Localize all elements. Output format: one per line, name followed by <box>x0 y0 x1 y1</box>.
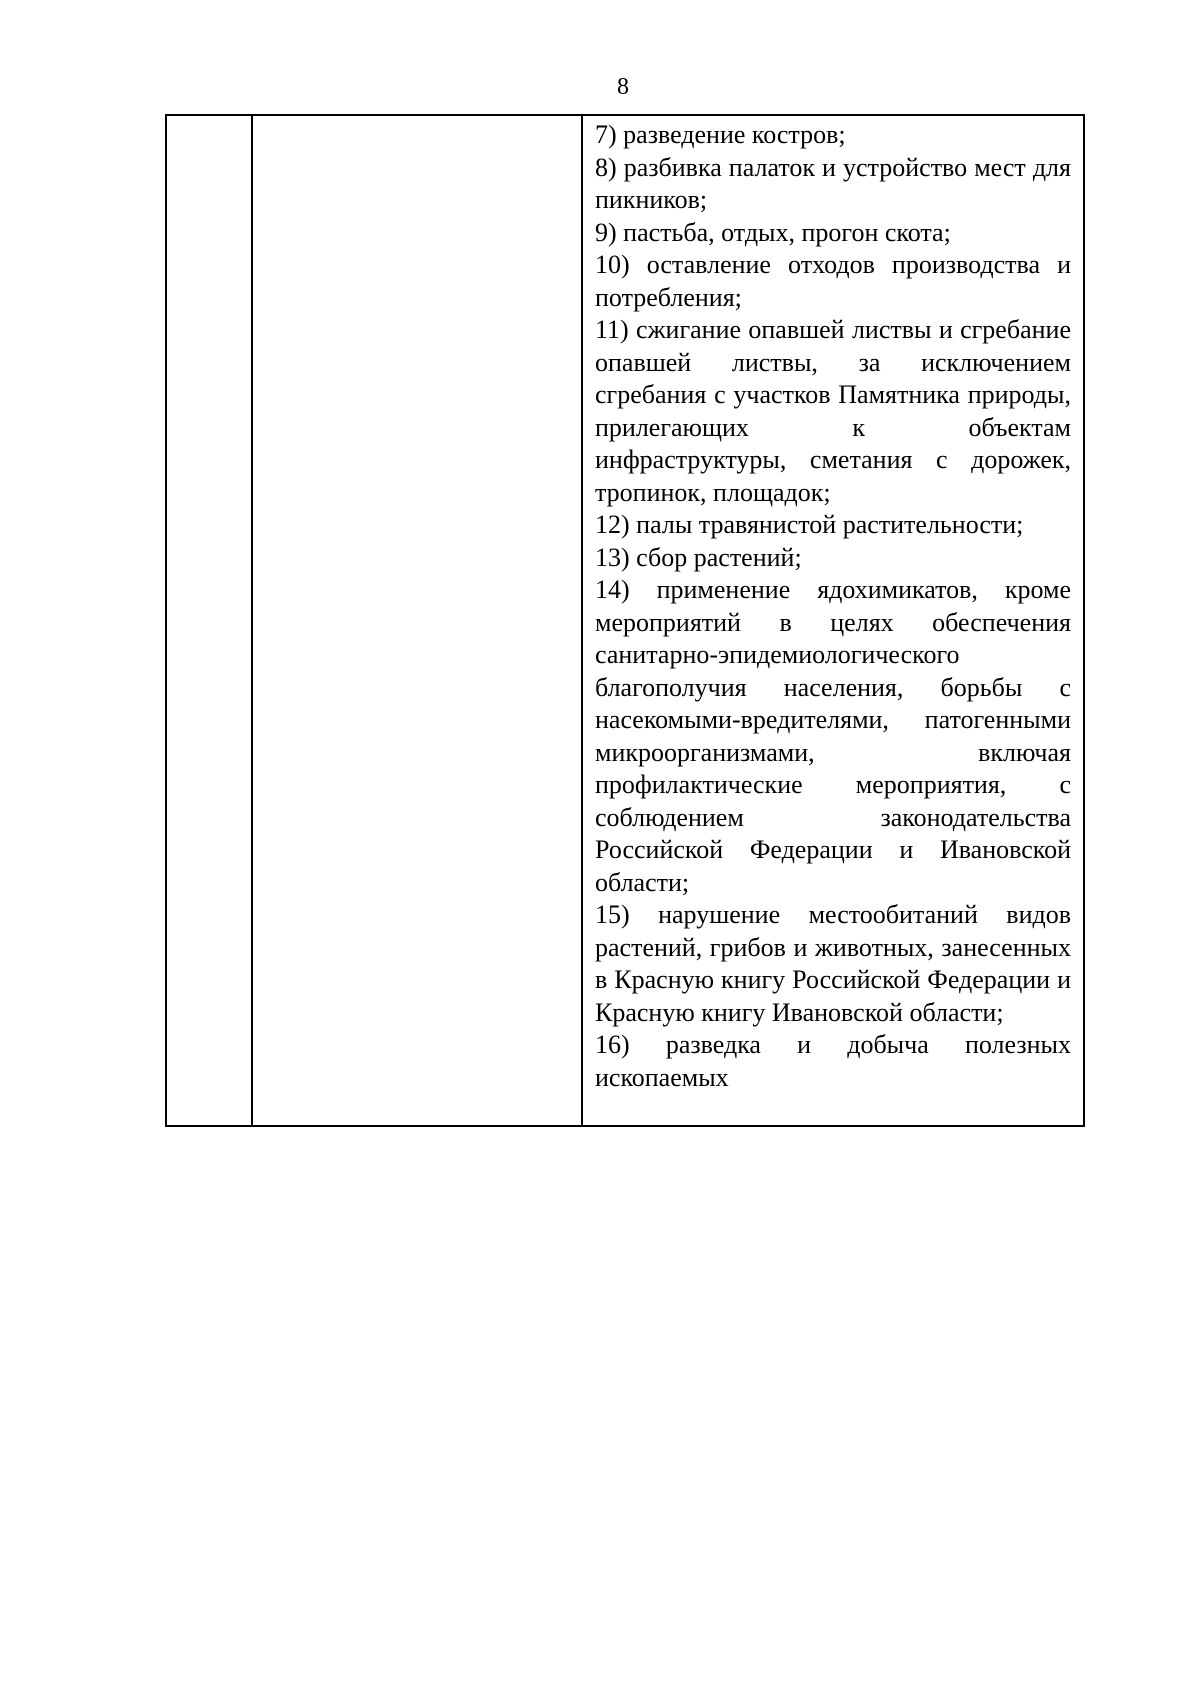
prohibition-item: 13) сбор растений; <box>595 542 802 572</box>
prohibition-item: 11) сжигание опавшей листвы и сгребание опавшей листвы, за исключением сгребания с участков Памятника природы, прилегающих к объектам инфраструктуры, сметания с дорожек, тропинок, площадок; <box>595 315 1071 507</box>
prohibition-item: 8) разбивка палаток и устройство мест для пикников; <box>595 152 1071 214</box>
page-number: 8 <box>617 74 629 100</box>
table-cell-name <box>252 115 582 1126</box>
prohibition-item: 15) нарушение местообитаний видов растений, грибов и животных, занесенных в Красную книгу Российской Федерации и Красную книгу Ивановской области; <box>595 900 1071 1027</box>
table-row <box>166 115 1084 1126</box>
prohibition-item: 16) разведка и добыча полезных ископаемых <box>595 1030 1071 1092</box>
prohibition-item: 7) разведение костров; <box>595 120 846 149</box>
prohibition-item: 14) применение ядохимикатов, кроме мероприятий в целях обеспечения санитарно-эпидемиологического благополучия населения, борьбы с насекомыми-вредителями, патогенными микроорганизмами, включая профилактические мероприятия, с соблюдением законодательства Российской Федерации и Ивановской области; <box>595 575 1071 897</box>
prohibition-item: 9) пастьба, отдых, прогон скота; <box>595 217 951 247</box>
prohibition-item: 12) палы травянистой растительности; <box>595 510 1024 539</box>
prohibitions-table <box>165 114 1085 1127</box>
table-cell-prohibitions <box>582 115 1084 1126</box>
table-cell-number <box>166 115 252 1126</box>
prohibition-item: 10) оставление отходов производства и потребления; <box>595 250 1071 312</box>
